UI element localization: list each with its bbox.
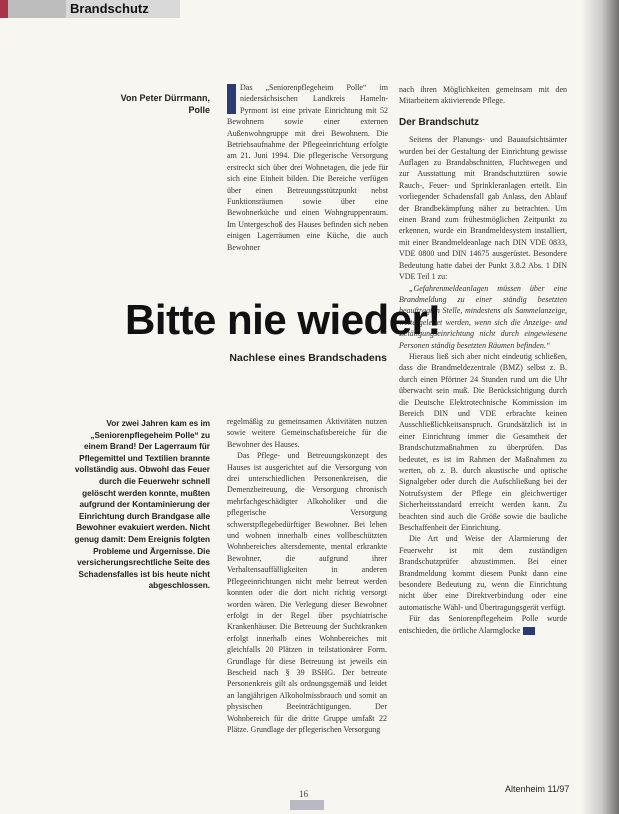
continued-mark	[523, 627, 535, 635]
page-number: 16	[299, 789, 308, 799]
author-name: Von Peter Dürrmann,	[120, 93, 210, 103]
column-3-paragraph-1: regelmäßig zu gemeinsamen Aktivitäten nutzen sowie weitere Gemeinschaftsbereiche für die Bewohner des Hauses.	[227, 417, 387, 449]
column-2-paragraph-3: Die Art und Weise der Alarmierung der Feuerwehr ist mit dem zuständigen Brandschutzprüfer abzustimmen. Bei einer Brandmeldung kommt diesem Punkt dann eine besondere Bedeutung zu, wenn die Einrichtung nicht über eine Direktverbindung oder eine automatische Wähl- und Übertragungsgerät verfügt.	[399, 534, 567, 612]
article-column-2	[399, 84, 567, 636]
author-location: Polle	[188, 105, 210, 115]
article-intro: Vor zwei Jahren kam es im „Seniorenpflegeheim Polle“ zu einem Brand! Der Lagerraum für Pflegemittel und Textilien brannte vollständig aus. Obwohl das Feuer durch die Feuerwehr schnell gelöscht werden konnte, mußten aufgrund der Kontaminierung der Einrichtung durch Brandgase alle Bewohner evakuiert werden. Nicht genug damit: Dem Ereignis folgten Probleme und Ärgernisse. Die versicherungsrechtliche Seite des Schadensfalles ist bis heute nicht abgeschlossen.	[74, 419, 210, 591]
section-heading: Der Brandschutz	[399, 116, 480, 128]
column-2-paragraph-4-text: Für das Seniorenpflegeheim Polle wurde entschieden, die örtliche Alarmglocke	[399, 614, 567, 635]
column-3-paragraph-2: Das Pflege- und Betreuungskonzept des Hauses ist ausgerichtet auf die Versorgung von drei unterschiedlichen Personenkreisen, die Demenzbetreuung, die Versorgung chronisch mehrfachgeschädigter Alkoholiker und die pflegerische Versorgung schwerstpflegebedürftiger Bewohner. Bei leben und wohnen innerhalb eines vollbeschützten Wohnbereiches altersdemente, mental erkrankte Bewohner, die aufgrund ihrer Verhaltensauffälligkeiten in anderen Pflegeeinrichtungen nicht mehr betreut werden konnten oder die dort nicht richtig versorgt worden wären. Die Verlegung dieser Bewohner erfolgt in der Regel über psychiatrische Krankenhäuser. Die Betreuung der Suchtkranken erfolgt innerhalb eines Wohnbereiches mit gleichfalls 20 Plätzen in teilstationärer Form. Grundlage für diese Betreuung ist jeweils ein Bescheid nach § 39 BSHG. Der betreute Personenkreis gilt als ordnungsgemäß und leidet an langjährigen Alkoholmissbrauch und somit an physischen Beeinträchtigungen. Der Wohnbereich für die dritte Gruppe umfaßt 22 Plätze. Grundlage der pflegerischen Versorgung	[227, 451, 387, 734]
column-2-paragraph-1: Seitens der Planungs- und Bauaufsichtsämter wurden bei der Gestaltung der Einrichtung gewisse Auflagen zu Brandabschnitten, Fluchtwegen und zur Ausstattung mit Brandschutztüren sowie Rauch-, Feuer- und Sprinkleranlagen erteilt. Ein vorliegender Schadensfall gab Anlass, den Ablauf der Brandbekämpfung näher zu betrachten. Um einen Brand zum frühestmöglichen Zeitpunkt zu erkennen, wurde ein Brandmeldesystem installiert, mit einer Brandmeldeanlage nach DIN VDE 0833, VDE 0800 und DIN 14675 ausgerüstet. Besondere Bedeutung hatte dabei der Punkt 3.8.2 Abs. 1 DIN VDE Teil 1 zu:	[399, 135, 567, 282]
page-number-bar	[290, 800, 324, 810]
section-header-accent	[0, 0, 8, 18]
journal-footer: Altenheim 11/97	[505, 784, 570, 794]
column-2-paragraph-4	[399, 613, 567, 636]
column-2-paragraph-2: Hieraus ließ sich aber nicht eindeutig schließen, dass die Brandmeldezentrale (BMZ) selbst z. B. durch einen Pförtner 24 Stunden rund um die Uhr überwacht sein muß. Die Berücksichtigung durch die Deutsche Elektrotechnische Kommission im Bereich DIN und VDE erbrachte keinen Ausschließlichkeitsanspruch. Grundsätzlich ist in einer Einrichtung immer die Gesamtheit der Brandschutzmaßnahmen zu überprüfen. Das bedeutet, es ist im Rahmen der Maßnahmen zu werten, ob z. B. durch akustische und optische Signalgeber oder durch die Aufschließung bei der Notrufsystem der Pflege ein gleichwertiger Sicherheitsstandard erreicht werden kann. Zu beachten sind auch die Größe sowie die bauliche Beschaffenheit der Einrichtung.	[399, 351, 567, 533]
author-byline	[100, 92, 210, 116]
dropcap-bar	[227, 84, 236, 114]
page-spine-shadow	[581, 0, 619, 814]
article-subheadline: Nachlese eines Brandschadens	[229, 352, 387, 364]
column-1-text: Das „Seniorenpflegeheim Polle“ im niedersächsischen Landkreis Hameln-Pyrmont ist eine private Einrichtung mit 52 Bewohnern sowie einer externen Außenwohngruppe mit drei Bewohnern. Die Betriebsaufnahme der Pflegeeinrichtung erfolgte am 21. Juni 1994. Die pflegerische Versorgung erstreckt sich über drei Wohnetagen, die jede für sich eine Einheit bilden. Die Bereiche verfügen über einen Betreuungsstützpunkt nebst Funktionsräumen sowie über eine Bewohnerküche und einen Wohngruppenraum. Im Untergeschoß des Hauses befinden sich neben einigen Lagerräumen eine Küche, die auch Bewohner	[227, 83, 388, 252]
column-2-top-text: nach ihren Möglichkeiten gemeinsam mit den Mitarbeitern aktivierende Pflege.	[399, 85, 567, 106]
article-column-3	[227, 416, 387, 735]
column-2-quote: „Gefahrenmeldeanlagen müssen über eine Brandmeldung zu einer ständig besetzten beauftragten Stelle, mindestens als Sammelanzeige, weitergeleitet werden, wenn sich die Anzeige- und Betätigungseinrichtung nicht durch eingewiesene Personen ständig besetzten Räumen befinden.“	[399, 283, 567, 350]
section-header-title: Brandschutz	[70, 1, 149, 16]
article-column-1	[227, 82, 388, 253]
article-headline: Bitte nie wieder!	[125, 296, 441, 343]
